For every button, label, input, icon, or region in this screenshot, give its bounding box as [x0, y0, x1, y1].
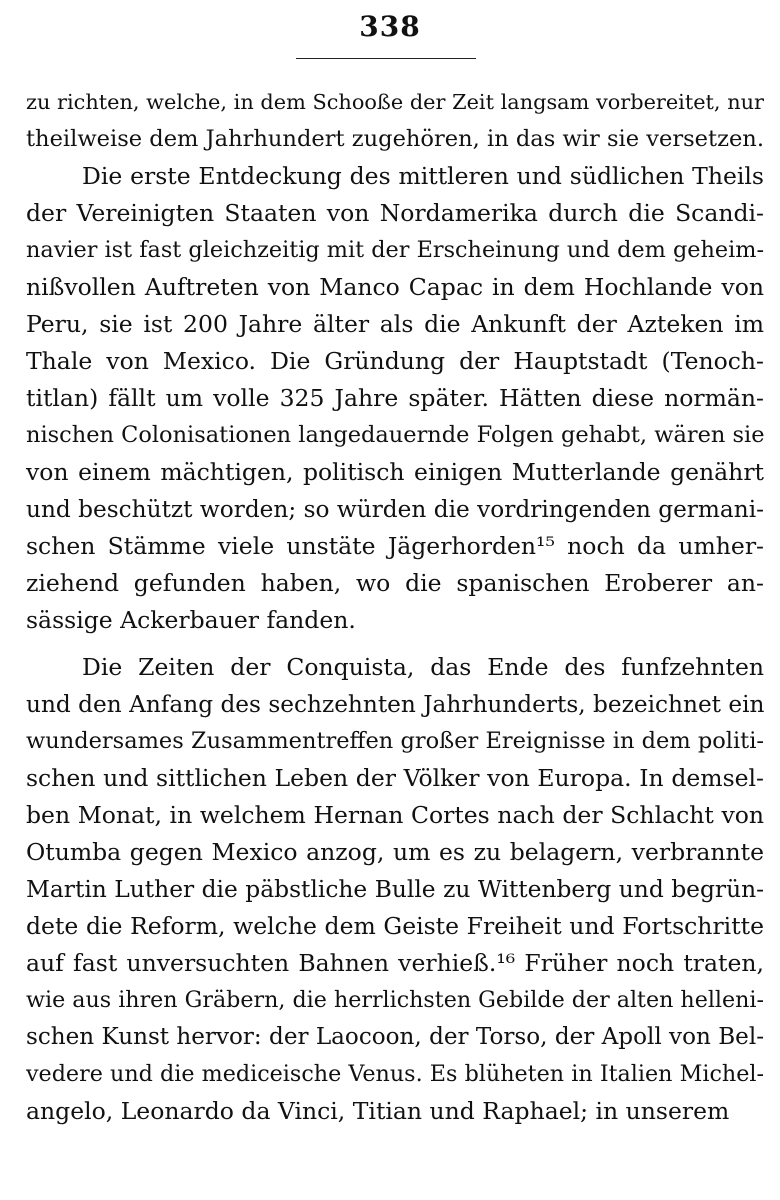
text-line: dete die Reform, welche dem Geiste Freiheit und Fortschritte	[26, 912, 764, 940]
text-line: nischen Colonisationen langedauernde Folgen gehabt, wären sie	[26, 422, 765, 448]
text-line: Peru, sie ist 200 Jahre älter als die Ankunft der Azteken im	[26, 310, 764, 338]
text-line: Die erste Entdeckung des mittleren und südlichen Theils	[82, 162, 764, 190]
text-line: schen Stämme viele unstäte Jägerhorden¹⁵ noch da umher-	[26, 532, 764, 560]
text-line: angelo, Leonardo da Vinci, Titian und Raphael; in unserem	[26, 1097, 730, 1125]
text-line: schen Kunst hervor: der Laocoon, der Torso, der Apoll von Bel-	[26, 1024, 764, 1050]
text-line: navier ist fast gleichzeitig mit der Erscheinung und dem geheim-	[26, 237, 764, 263]
paragraph-2	[26, 158, 764, 639]
text-line: Die Zeiten der Conquista, das Ende des funfzehnten	[82, 653, 764, 681]
text-line: vedere und die mediceische Venus. Es blüheten in Italien Michel-	[26, 1061, 764, 1087]
text-line: titlan) fällt um volle 325 Jahre später. Hätten diese normän-	[26, 384, 764, 412]
paragraph-gap	[26, 639, 764, 649]
text-line: nißvollen Auftreten von Manco Capac in dem Hochlande von	[26, 273, 764, 301]
paragraph-3	[26, 649, 764, 1130]
text-line: ziehend gefunden haben, wo die spanischen Eroberer an-	[26, 569, 764, 597]
text-line: ben Monat, in welchem Hernan Cortes nach der Schlacht von	[26, 801, 764, 829]
header-rule	[296, 58, 476, 59]
text-line: Martin Luther die päbstliche Bulle zu Wittenberg und begrün-	[26, 875, 764, 903]
text-line: wundersames Zusammentreffen großer Ereignisse in dem politi-	[26, 728, 764, 754]
text-line: Otumba gegen Mexico anzog, um es zu belagern, verbrannte	[26, 838, 764, 866]
text-line: zu richten, welche, in dem Schooße der Zeit langsam vorbereitet, nur	[26, 90, 764, 114]
text-line: und beschützt worden; so würden die vordringenden germani-	[26, 496, 764, 523]
text-line: theilweise dem Jahrhundert zugehören, in das wir sie versetzen.	[26, 126, 764, 152]
text-line: sässige Ackerbauer fanden.	[26, 606, 356, 634]
text-line: der Vereinigten Staaten von Nordamerika durch die Scandi-	[26, 199, 764, 227]
text-line: schen und sittlichen Leben der Völker von Europa. In demsel-	[26, 764, 764, 792]
text-line: Thale von Mexico. Die Gründung der Hauptstadt (Tenoch-	[26, 347, 764, 375]
text-line: und den Anfang des sechzehnten Jahrhunderts, bezeichnet ein	[26, 691, 765, 718]
text-line: wie aus ihren Gräbern, die herrlichsten Gebilde der alten helleni-	[26, 987, 764, 1013]
page-number: 338	[359, 10, 421, 43]
body-text	[26, 84, 764, 1130]
text-line: von einem mächtigen, politisch einigen Mutterlande genährt	[26, 458, 764, 486]
paragraph-1	[26, 84, 764, 158]
text-line: auf fast unversuchten Bahnen verhieß.¹⁶ Früher noch traten,	[26, 949, 764, 977]
